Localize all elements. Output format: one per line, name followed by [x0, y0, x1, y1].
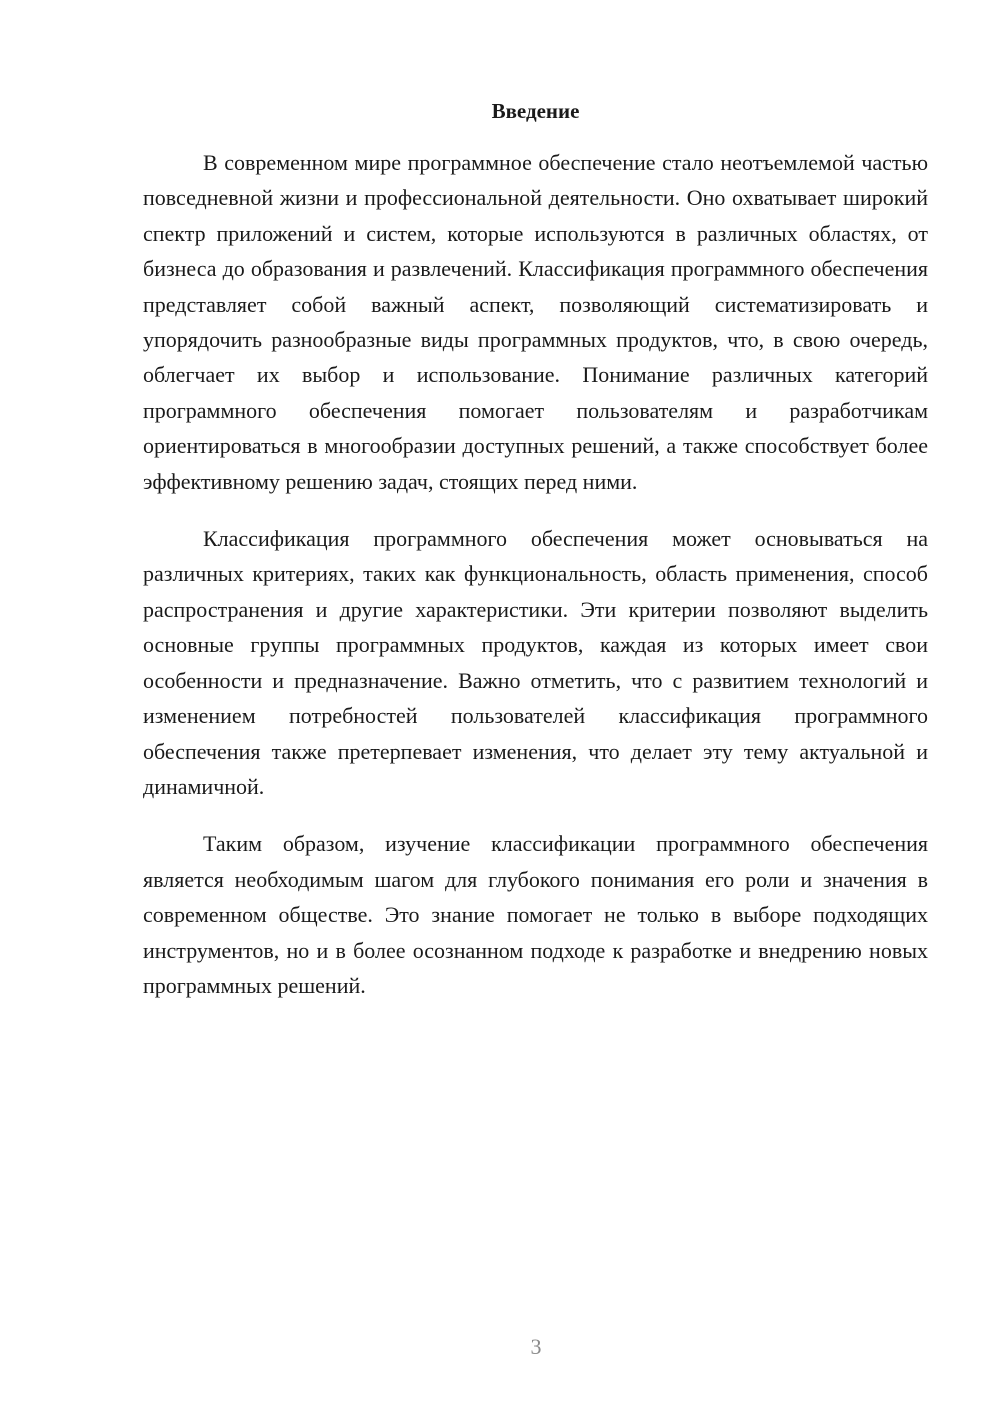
paragraph-2: Классификация программного обеспечения может основываться на различных критериях, таких как функциональность, область применения, способ распространения и другие характеристики. Эти критерии позволяют выделить основные группы программных продуктов, каждая из которых имеет свои особенности и предназначение. Важно отметить, что с развитием технологий и изменением потребностей пользователей классификация программного обеспечения также претерпевает изменения, что делает эту тему актуальной и динамичной.	[143, 526, 928, 799]
paragraph-1: В современном мире программное обеспечение стало неотъемлемой частью повседневной жизни и профессиональной деятельности. Оно охватывает широкий спектр приложений и систем, которые используются в различных областях, от бизнеса до образования и развлечений. Классификация программного обеспечения представляет собой важный аспект, позволяющий систематизировать и упорядочить разнообразные виды программных продуктов, что, в свою очередь, облегчает их выбор и использование. Понимание различных категорий программного обеспечения помогает пользователям и разработчикам ориентироваться в многообразии доступных решений, а также способствует более эффективному решению задач, стоящих перед ними.	[143, 150, 928, 494]
body-text	[143, 145, 928, 1025]
section-heading: Введение	[491, 99, 580, 123]
page-number: 3	[530, 1334, 542, 1359]
paragraph-3: Таким образом, изучение классификации программного обеспечения является необходимым шагом для глубокого понимания его роли и значения в современном обществе. Это знание помогает не только в выборе подходящих инструментов, но и в более осознанном подходе к разработке и внедрению новых программных решений.	[143, 831, 928, 998]
